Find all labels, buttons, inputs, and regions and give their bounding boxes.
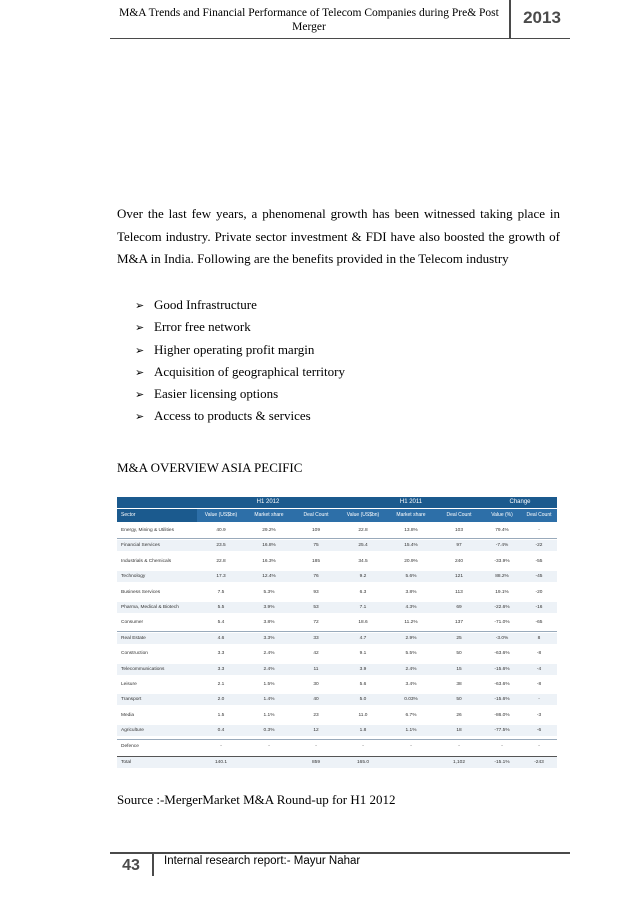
table-cell: 109 — [311, 528, 320, 533]
table-cell: 140.1 — [214, 760, 227, 765]
table-cell: 12.4% — [262, 574, 276, 580]
table-cell: -33.9% — [494, 558, 510, 564]
table-cell: 7.1 — [359, 605, 367, 610]
table-row — [117, 756, 557, 768]
list-item-text: Error free network — [154, 319, 251, 335]
table-row — [117, 633, 557, 644]
arrow-bullet-icon: ➢ — [135, 300, 145, 312]
page-number: 43 — [122, 857, 140, 874]
table-cell: - — [458, 743, 460, 749]
table-cell: 18.6 — [358, 620, 368, 626]
benefits-list — [135, 294, 345, 428]
table-cell: -45 — [535, 574, 543, 580]
table-cell: 72 — [313, 620, 319, 626]
table-cell: 5.5 — [217, 605, 225, 610]
table-cell: 11.2% — [404, 620, 418, 626]
table-cell: 23 — [313, 712, 319, 718]
table-cell: 0.03% — [404, 697, 418, 703]
table-row — [117, 664, 557, 675]
table-cell: 75 — [313, 543, 319, 549]
list-item — [135, 361, 345, 383]
list-item-text: Access to products & services — [154, 408, 311, 424]
table-group-header: Change — [483, 497, 557, 508]
table-cell: - — [362, 743, 364, 749]
table-row-label: Agriculture — [121, 728, 144, 734]
table-cell: 12 — [313, 728, 319, 734]
table-cell: 93 — [313, 589, 319, 595]
table-cell: 11.0 — [358, 712, 368, 718]
table-cell: -3.0% — [495, 635, 509, 641]
table-cell: 33 — [313, 635, 319, 641]
source-note: Source :-MergerMarket M&A Round-up for H1 2012 — [117, 792, 396, 807]
table-cell: 11 — [313, 666, 319, 672]
list-item-text: Good Infrastructure — [154, 297, 257, 312]
table-cell: 42 — [313, 651, 319, 657]
footer-rule — [110, 852, 570, 854]
table-cell: 3.8% — [405, 589, 417, 595]
intro-paragraph: Over the last few years, a phenomenal growth has been witnessed taking place in Telecom industry. Private sector investment & FDI have also boosted the growth of M&A in India. Following are the benefits provided in the Telecom industry — [117, 206, 560, 266]
table-cell: -22 — [535, 543, 543, 549]
table-cell: -4 — [536, 666, 542, 672]
table-cell: -63.6% — [494, 682, 510, 687]
table-cell: 2.4% — [263, 651, 275, 657]
table-cell: 88.2% — [495, 574, 509, 580]
table-column-header: Deal Count — [521, 509, 557, 522]
table-row — [117, 540, 557, 551]
table-cell: -71.0% — [494, 620, 510, 626]
arrow-bullet-icon: ➢ — [135, 344, 145, 357]
table-cell: 7.5 — [217, 589, 225, 595]
table-row — [117, 694, 557, 705]
table-cell: 5.4 — [217, 620, 225, 626]
table-cell: 5.6 — [359, 682, 367, 687]
arrow-bullet-icon: ➢ — [135, 322, 145, 335]
table-divider — [117, 739, 557, 740]
table-cell: -22.6% — [494, 605, 510, 610]
table-cell: 3.9 — [359, 666, 367, 672]
arrow-bullet-icon: ➢ — [135, 366, 145, 379]
table-cell: - — [538, 697, 540, 703]
table-cell: - — [501, 743, 503, 749]
table-row-label: Telecommunications — [121, 666, 165, 672]
table-cell: 3.3 — [217, 666, 225, 672]
table-cell: 17.3 — [216, 574, 226, 580]
table-cell: 34.5 — [358, 558, 368, 564]
table-row-label: Transport — [121, 697, 142, 703]
table-cell: 137 — [454, 620, 463, 626]
table-row-label: Real Estate — [121, 635, 146, 641]
table-row-label: Construction — [121, 651, 148, 657]
header-title: M&A Trends and Financial Performance of Telecom Companies during Pre& Post Merger — [119, 7, 499, 33]
table-cell: 6.3 — [359, 589, 367, 595]
table-row — [117, 587, 557, 598]
table-column-header: Sector — [117, 509, 197, 522]
table-cell: - — [410, 743, 412, 749]
table-row — [117, 617, 557, 628]
table-cell: 25.4 — [358, 543, 368, 549]
table-column-header: Deal Count — [435, 509, 483, 522]
table-cell: 40 — [313, 697, 319, 703]
table-row — [117, 602, 557, 613]
table-cell: -6 — [536, 728, 542, 734]
table-row — [117, 571, 557, 582]
table-cell: 25 — [456, 635, 462, 641]
footer-text: Internal research report:- Mayur Nahar — [164, 855, 361, 867]
table-cell: 38 — [456, 682, 462, 687]
list-item-text: Higher operating profit margin — [154, 341, 315, 357]
table-cell: -8 — [536, 651, 542, 657]
table-row — [117, 525, 557, 536]
table-cell: 2.1 — [217, 682, 225, 687]
table-cell: 13.8% — [404, 528, 418, 533]
table-cell: 23.5 — [216, 543, 226, 549]
table-cell: 26 — [456, 712, 462, 718]
table-cell: -243 — [534, 760, 544, 765]
table-cell: 3.3 — [217, 651, 225, 657]
table-cell: 4.7 — [359, 635, 367, 641]
table-cell: 6.7% — [405, 712, 417, 718]
table-cell: 19.1% — [495, 589, 509, 595]
table-cell: 5.6% — [405, 574, 417, 580]
table-cell: 3.3% — [263, 635, 275, 641]
table-column-header: Value (US$bn) — [339, 509, 387, 522]
table-cell: 40.9 — [216, 528, 226, 533]
table-cell: -55 — [535, 558, 543, 564]
table-divider — [117, 631, 557, 632]
table-cell: 97 — [456, 543, 462, 549]
list-item — [135, 405, 345, 427]
table-cell: -86.0% — [494, 712, 510, 718]
header-year: 2013 — [523, 8, 561, 27]
table-cell: -20 — [535, 589, 543, 595]
table-cell: 0.4 — [217, 728, 225, 734]
table-cell: 5.3% — [263, 589, 275, 595]
table-divider — [117, 538, 557, 539]
table-cell: -15.6% — [494, 697, 510, 703]
table-cell: 30 — [313, 682, 319, 687]
list-item-text: Acquisition of geographical territory — [154, 363, 345, 379]
table-column-header: Market share — [245, 509, 293, 522]
table-column-header: Deal Count — [293, 509, 339, 522]
table-cell: 4.6 — [217, 635, 225, 641]
table-cell: 69 — [456, 605, 462, 610]
table-cell: - — [220, 743, 222, 749]
table-cell: 16.3% — [262, 558, 276, 564]
arrow-bullet-icon: ➢ — [135, 411, 145, 424]
table-cell: 76 — [313, 574, 319, 580]
table-cell: 18 — [456, 728, 462, 734]
page-header — [110, 0, 570, 39]
table-column-header: Value (%) — [483, 509, 521, 522]
table-cell: 22.8 — [216, 558, 226, 564]
table-row-label: Business Services — [121, 589, 161, 595]
table-row — [117, 679, 557, 690]
table-row — [117, 725, 557, 736]
table-row — [117, 710, 557, 721]
table-cell: 3.8% — [263, 620, 275, 626]
table-cell: 1.1% — [263, 712, 275, 718]
sector-table — [117, 497, 557, 769]
table-row-label: Technology — [121, 574, 146, 580]
table-cell: 240 — [454, 558, 463, 564]
section-title: M&A OVERVIEW ASIA PECIFIC — [117, 460, 303, 475]
table-cell: 1.1% — [405, 728, 417, 734]
table-cell: 9.1 — [359, 651, 367, 657]
table-cell: 113 — [455, 589, 463, 595]
table-cell: 859 — [311, 760, 320, 765]
table-cell: 9.2 — [359, 574, 367, 580]
table-cell: 5.0 — [359, 697, 367, 703]
table-cell: - — [268, 743, 270, 749]
table-cell: 185 — [311, 558, 320, 564]
list-item-text: Easier licensing options — [154, 386, 279, 402]
table-cell: 20.9% — [404, 558, 418, 564]
table-row-label: Financial Services — [121, 543, 160, 549]
table-cell: 2.0 — [217, 697, 225, 703]
table-group-header: H1 2012 — [197, 497, 339, 508]
table-cell: 53 — [313, 605, 319, 610]
table-cell: 165.0 — [356, 760, 369, 765]
table-cell: 5.5% — [405, 651, 417, 657]
footer-divider — [152, 852, 154, 876]
list-item — [135, 316, 345, 338]
table-cell: 16.8% — [262, 543, 276, 549]
table-column-header: Market share — [387, 509, 435, 522]
list-item — [135, 339, 345, 361]
table-cell: - — [315, 743, 317, 749]
table-row — [117, 648, 557, 659]
table-cell: 103 — [454, 528, 463, 533]
table-row-label: Defence — [121, 743, 139, 749]
table-cell: 1.5% — [263, 682, 275, 687]
table-cell: 22.8 — [358, 528, 368, 533]
table-row-label: Consumer — [121, 620, 144, 626]
table-cell: 50 — [456, 697, 462, 703]
table-group-header-blank — [117, 497, 197, 508]
table-row-label: Media — [121, 712, 135, 718]
table-cell: 15 — [456, 666, 462, 672]
table-row-label: Leisure — [121, 682, 137, 687]
list-item — [135, 294, 345, 316]
table-cell: -15.1% — [494, 760, 510, 765]
table-cell: -15.6% — [494, 666, 510, 672]
table-cell — [387, 757, 435, 768]
table-group-header: H1 2011 — [339, 497, 483, 508]
table-cell: -3 — [536, 712, 542, 718]
table-cell: 2.4% — [405, 666, 417, 672]
table-cell: 1.4% — [263, 697, 275, 703]
table-cell: -65 — [535, 620, 543, 626]
table-row-label: Pharma, Medical & Biotech — [121, 605, 179, 610]
table-cell: 0.3% — [263, 728, 275, 734]
table-cell — [245, 757, 293, 768]
table-cell: 1,102 — [452, 760, 465, 765]
table-cell: -16 — [535, 605, 543, 610]
table-cell: 1.5 — [217, 712, 225, 718]
list-item — [135, 383, 345, 405]
table-cell: 1.8 — [359, 728, 367, 734]
table-row-label: Energy, Mining & Utilities — [121, 528, 174, 533]
table-cell: - — [538, 743, 540, 749]
table-cell: -7.4% — [495, 543, 509, 549]
table-cell: 50 — [456, 651, 462, 657]
table-cell: -63.6% — [494, 651, 510, 657]
header-divider — [509, 0, 511, 38]
table-row — [117, 741, 557, 752]
table-cell: 3.4% — [405, 682, 417, 687]
table-row — [117, 556, 557, 567]
table-cell: 15.4% — [404, 543, 418, 549]
table-cell: -8 — [536, 682, 542, 687]
table-row-label: Total — [121, 760, 132, 765]
table-cell: -77.5% — [494, 728, 510, 734]
table-cell: 2.4% — [263, 666, 275, 672]
table-cell: 79.4% — [495, 528, 509, 533]
table-cell: 121 — [454, 574, 463, 580]
arrow-bullet-icon: ➢ — [135, 389, 145, 402]
table-cell: 8 — [537, 635, 541, 641]
table-cell: 2.9% — [405, 635, 417, 641]
table-cell: 3.9% — [263, 605, 275, 610]
table-cell: 29.2% — [262, 528, 276, 533]
table-cell: - — [538, 528, 540, 533]
table-row-label: Industrials & Chemicals — [121, 558, 172, 564]
table-column-header: Value (US$bn) — [197, 509, 245, 522]
table-cell: 4.3% — [405, 605, 417, 610]
